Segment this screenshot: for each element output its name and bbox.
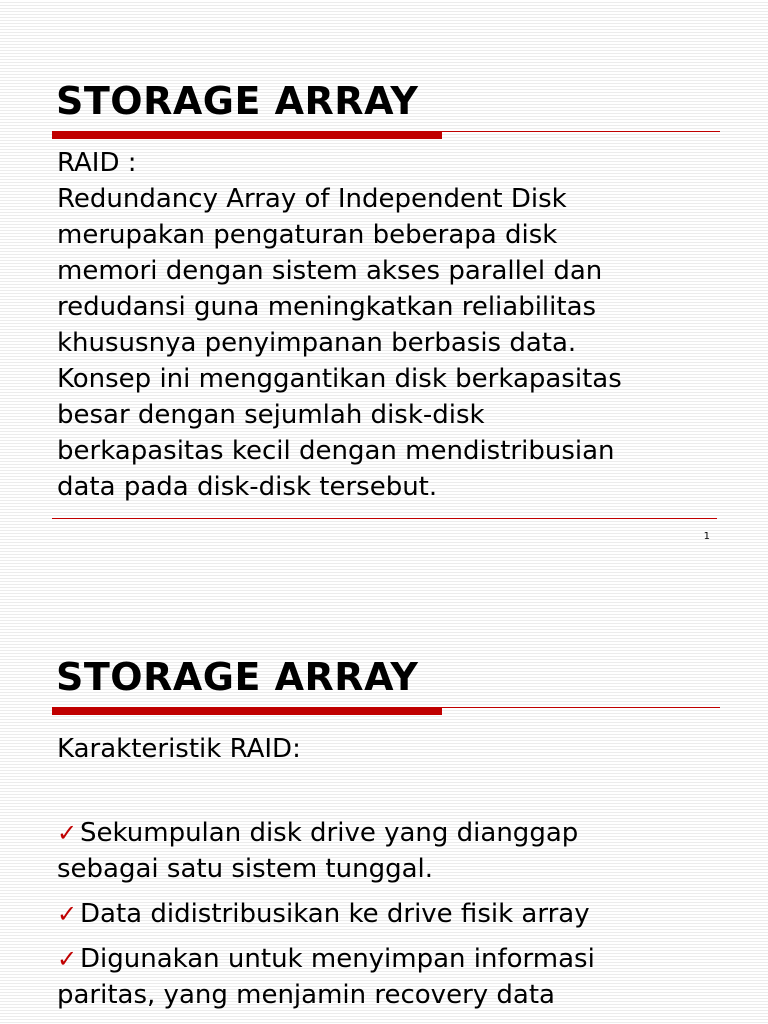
- body-line: Konsep ini menggantikan disk berkapasitas: [57, 364, 622, 394]
- checklist-item-text: paritas, yang menjamin recovery data: [57, 980, 555, 1010]
- checkmark-icon: ✓: [57, 945, 78, 973]
- body-line: memori dengan sistem akses parallel dan: [57, 256, 603, 286]
- body-line: Redundancy Array of Independent Disk: [57, 184, 567, 214]
- slide-title: STORAGE ARRAY: [56, 655, 419, 699]
- slide-2: [0, 560, 768, 1024]
- page-number: 1: [703, 531, 710, 542]
- body-line: khususnya penyimpanan berbasis data.: [57, 328, 577, 358]
- checklist-item-text: Data didistribusikan ke drive fisik array: [80, 899, 590, 929]
- body-line: merupakan pengaturan beberapa disk: [57, 220, 558, 250]
- checklist-item-text: Digunakan untuk menyimpan informasi: [80, 944, 595, 974]
- body-line: berkapasitas kecil dengan mendistribusian: [57, 436, 615, 466]
- checklist-item-text: Sekumpulan disk drive yang dianggap: [80, 818, 579, 848]
- checkmark-icon: ✓: [57, 900, 78, 928]
- title-underline-thin: [442, 707, 720, 708]
- checklist-item: [57, 896, 757, 932]
- bottom-divider: [52, 518, 717, 519]
- title-underline-thin: [442, 131, 720, 132]
- checkmark-icon: ✓: [57, 819, 78, 847]
- title-underline-thick: [52, 707, 442, 715]
- checklist-item-text: sebagai satu sistem tunggal.: [57, 854, 433, 884]
- body-line: redudansi guna meningkatkan reliabilitas: [57, 292, 597, 322]
- slide-title: STORAGE ARRAY: [56, 79, 419, 123]
- checklist: [57, 815, 757, 1022]
- subheading: Karakteristik RAID:: [57, 734, 301, 764]
- body-line: data pada disk-disk tersebut.: [57, 472, 438, 502]
- slide-body: [57, 145, 737, 505]
- checklist-item: [57, 815, 757, 887]
- body-line: RAID :: [57, 148, 137, 178]
- title-underline-thick: [52, 131, 442, 139]
- body-line: besar dengan sejumlah disk-disk: [57, 400, 485, 430]
- checklist-item: [57, 941, 757, 1013]
